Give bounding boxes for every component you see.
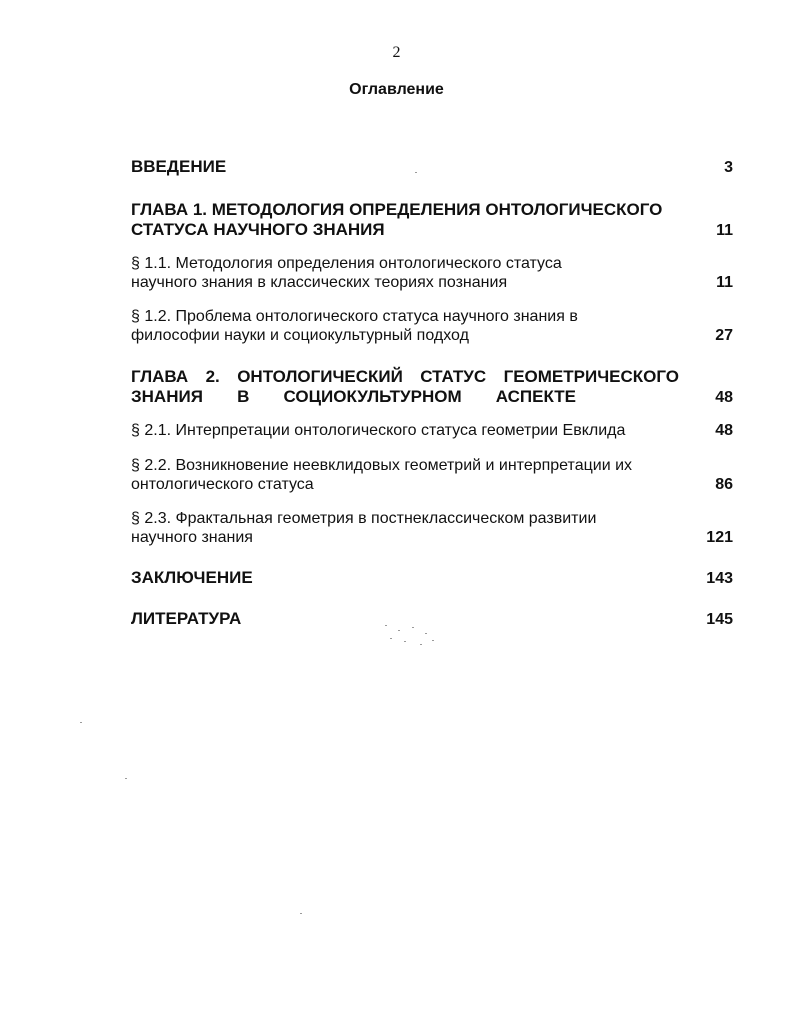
toc-entry-section-2-3[interactable] bbox=[131, 509, 733, 547]
toc-entry-label bbox=[131, 509, 679, 547]
toc-entry-page: 121 bbox=[706, 529, 733, 546]
toc-entry-page: 48 bbox=[715, 422, 733, 439]
toc-entry-line: ЗАКЛЮЧЕНИЕ bbox=[131, 568, 253, 587]
page-title: Оглавление bbox=[349, 81, 444, 98]
scan-speck bbox=[412, 627, 414, 628]
toc-entry-section-1-2[interactable] bbox=[131, 307, 733, 345]
toc-entry-line: ЛИТЕРАТУРА bbox=[131, 609, 242, 628]
toc-entry-page: 86 bbox=[715, 476, 733, 493]
scan-speck bbox=[425, 633, 427, 634]
toc-entry-section-1-1[interactable] bbox=[131, 254, 733, 292]
page-number: 2 bbox=[392, 44, 401, 61]
toc-entry-label bbox=[131, 254, 679, 292]
toc-entry-label bbox=[131, 157, 679, 177]
toc-entry-line: СТАТУСА НАУЧНОГО ЗНАНИЯ bbox=[131, 220, 385, 239]
toc-entry-section-2-2[interactable] bbox=[131, 456, 733, 494]
scan-speck bbox=[390, 638, 392, 639]
toc-entry-page: 3 bbox=[724, 159, 733, 176]
toc-entry-label bbox=[131, 609, 679, 629]
toc-entry-label bbox=[131, 421, 679, 440]
scan-speck bbox=[398, 630, 400, 631]
toc-entry-introduction[interactable] bbox=[131, 157, 733, 177]
toc-entry-line: ГЛАВА 2. ОНТОЛОГИЧЕСКИЙ СТАТУС ГЕОМЕТРИЧЕСКОГО bbox=[131, 367, 679, 386]
toc-entry-line: § 1.1. Методология определения онтологического статуса bbox=[131, 255, 562, 272]
toc-entry-literature[interactable] bbox=[131, 609, 733, 629]
toc-entry-page: 11 bbox=[716, 222, 733, 239]
toc-entry-section-2-1[interactable] bbox=[131, 421, 733, 440]
toc-entry-conclusion[interactable] bbox=[131, 568, 733, 588]
scan-speck bbox=[300, 913, 302, 914]
toc-entry-chapter-2[interactable] bbox=[131, 367, 733, 407]
toc-entry-line: научного знания bbox=[131, 529, 253, 546]
scan-speck bbox=[385, 625, 387, 626]
scan-speck bbox=[80, 722, 82, 723]
toc-entry-label bbox=[131, 456, 679, 494]
toc-entry-label bbox=[131, 367, 679, 407]
toc-entry-page: 48 bbox=[715, 389, 733, 406]
scan-speck bbox=[420, 644, 422, 645]
toc-entry-line: ЗНАНИЯ В СОЦИОКУЛЬТУРНОМ АСПЕКТЕ bbox=[131, 387, 576, 406]
toc-entry-page: 27 bbox=[715, 327, 733, 344]
toc-entry-line: ВВЕДЕНИЕ bbox=[131, 157, 227, 176]
toc-entry-line: философии науки и социокультурный подход bbox=[131, 327, 469, 344]
toc-entry-line: § 2.2. Возникновение неевклидовых геометрий и интерпретации их bbox=[131, 457, 633, 474]
toc-entry-page: 143 bbox=[706, 570, 733, 587]
toc-entry-line: § 2.3. Фрактальная геометрия в постнеклассическом развитии bbox=[131, 510, 597, 527]
toc-entry-label bbox=[131, 200, 679, 240]
toc-entry-label bbox=[131, 568, 679, 588]
scan-speck bbox=[432, 640, 434, 641]
toc-entry-line: ГЛАВА 1. МЕТОДОЛОГИЯ ОПРЕДЕЛЕНИЯ ОНТОЛОГИЧЕСКОГО bbox=[131, 200, 663, 219]
toc-entry-line: онтологического статуса bbox=[131, 476, 314, 493]
toc-entry-chapter-1[interactable] bbox=[131, 200, 733, 240]
scan-speck bbox=[415, 172, 417, 173]
toc-entry-line: § 1.2. Проблема онтологического статуса научного знания в bbox=[131, 308, 578, 325]
scan-speck bbox=[404, 641, 406, 642]
toc-entry-page: 145 bbox=[706, 611, 733, 628]
toc-entry-label bbox=[131, 307, 679, 345]
scan-speck bbox=[125, 778, 127, 779]
toc-entry-page: 11 bbox=[716, 274, 733, 291]
toc-entry-line: § 2.1. Интерпретации онтологического статуса геометрии Евклида bbox=[131, 422, 626, 439]
toc-entry-line: научного знания в классических теориях познания bbox=[131, 274, 508, 291]
